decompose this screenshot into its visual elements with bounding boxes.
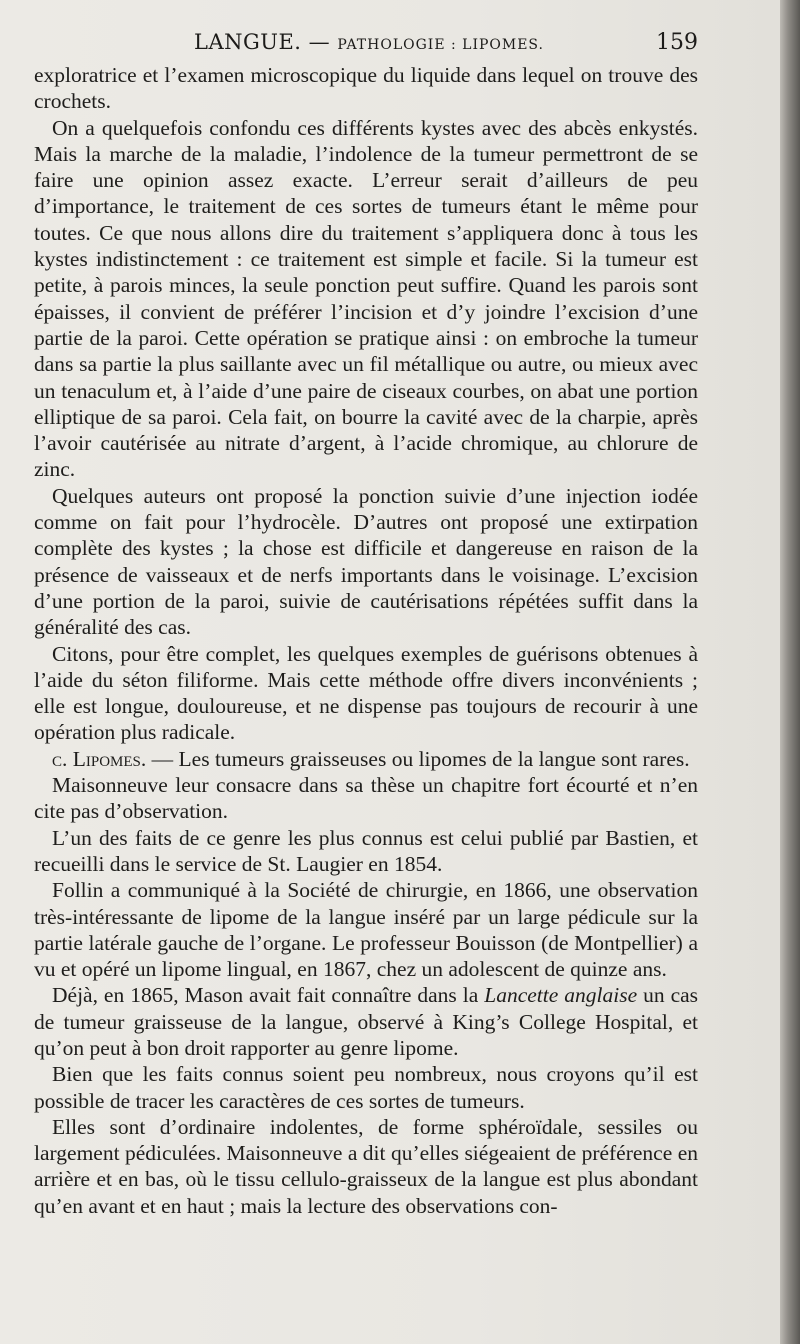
page-number: 159 [656,30,698,55]
section-heading: c. Lipomes. [52,746,147,771]
paragraph: Quelques auteurs ont proposé la ponction suivie d’une injection iodée comme on fait pour l’hydrocèle. D’autres ont proposé une extirpation complète des kystes ; la chose est difficile et dangereuse en raison de la présence de vaisseaux et de nerfs importants dans le voisinage. L’excision d’une portion de la paroi, suivie de cautérisations répétées suffit dans la généralité des cas. [34,483,698,640]
title-dash: — [301,30,338,54]
paragraph: exploratrice et l’examen microscopique du liquide dans lequel on trouve des crochets. [34,63,698,114]
paragraph: Follin a communiqué à la Société de chirurgie, en 1866, une observation très-intéressante de lipome de la langue inséré par un large pédicule sur la partie latérale gauche de l’organe. Le professeur Bouisson (de Montpellier) a vu et opéré un lipome lingual, en 1867, chez un adolescent de quinze ans. [34,878,698,982]
title-main: LANGUE. [194,30,302,54]
paragraph-mason [34,982,698,1061]
paragraph: On a quelquefois confondu ces différents kystes avec des abcès enkystés. Mais la marche de la maladie, l’indolence de la tumeur permettront de se faire une opinion assez exacte. L’erreur serait d’ailleurs de peu d’importance, le traitement de ces sortes de tumeurs étant le même pour toutes. Ce que nous allons dire du traitement s’appliquera donc à tous les kystes indistinctement : ce traitement est simple et facile. Si la tumeur est petite, à parois minces, la seule ponction peut suffire. Quand les parois sont épaisses, il convient de préférer l’incision et d’y joindre l’excision d’une partie de la paroi. Cette opération se pratique ainsi : on embroche la tumeur dans sa partie la plus saillante avec un fil métallique ou autre, ou mieux avec un tenaculum et, à l’aide d’une paire de ciseaux courbes, on abat une portion elliptique de sa paroi. Cela fait, on bourre la cavité avec de la charpie, après l’avoir cautérisée au nitrate d’argent, à l’acide chromique, au chlorure de zinc. [34,115,698,482]
mason-after: un cas de tumeur graisseuse de la langue, observé à King’s College Hospital, et qu’on peut à bon droit rapporter au genre lipome. [34,983,699,1060]
paragraph: Bien que les faits connus soient peu nombreux, nous croyons qu’il est possible de tracer les caractères de ces sortes de tumeurs. [34,1062,698,1113]
journal-title: Lancette anglaise [484,983,638,1008]
section-text: — Les tumeurs graisseuses ou lipomes de la langue sont rares. [146,746,690,771]
title-section: PATHOLOGIE : LIPOMES. [337,37,544,53]
paragraph: Elles sont d’ordinaire indolentes, de forme sphéroïdale, sessiles ou largement pédiculées. Maisonneuve a dit qu’elles siégeaient de préférence en arrière et en bas, où le tissu cellulo-graisseux de la langue est plus abondant qu’en avant et en haut ; mais la lecture des observations con- [34,1114,698,1218]
paragraph: Citons, pour être complet, les quelques exemples de guérisons obtenues à l’aide du séton filiforme. Mais cette méthode offre divers inconvénients ; elle est longue, douloureuse, et ne dispense pas toujours de recourir à une opération plus radicale. [34,641,698,745]
paragraph: L’un des faits de ce genre les plus connus est celui publié par Bastien, et recueilli dans le service de St. Laugier en 1854. [34,825,698,876]
page-body [34,62,698,1219]
running-title [194,30,544,54]
section-lipomes [34,746,698,772]
book-spine-shadow [780,0,800,1344]
running-header [34,30,698,60]
paragraph: Maisonneuve leur consacre dans sa thèse un chapitre fort écourté et n’en cite pas d’observation. [34,773,698,824]
mason-before: Déjà, en 1865, Mason avait fait connaître dans la [52,983,485,1008]
